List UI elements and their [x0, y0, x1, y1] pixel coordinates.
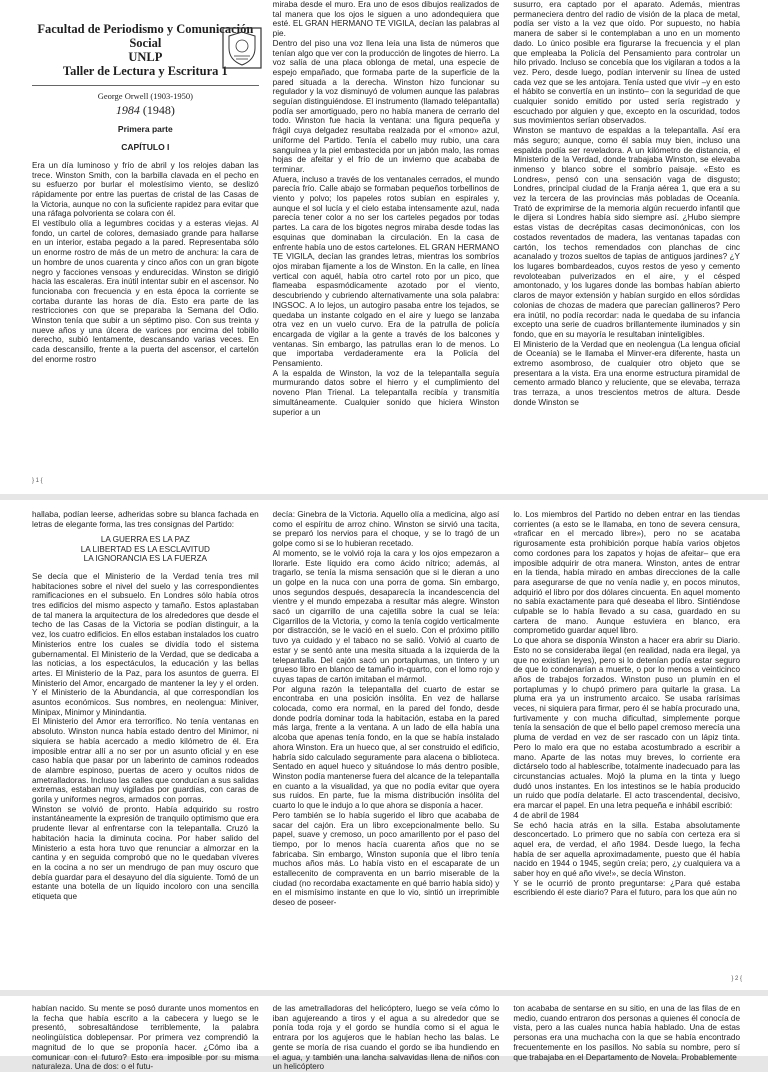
paragraph: Se echó hacia atrás en la silla. Estaba absolutamente desconcertado. Lo primero que no sabía con certeza era si aquel era, de verdad, el año 1984. Desde luego, la fecha había de ser aquella aproximadamente, puesto que él había nacido en 1944 o 1945, según creía; pero, ¿y cualquiera va a saber hoy en qué año vive!», se decía Winston. [513, 820, 741, 879]
chapter-heading: CAPÍTULO I [121, 142, 170, 153]
paragraph: Y se le ocurrió de pronto preguntarse: ¿Para qué estaba escribiendo él este diario? Para el futuro, para los que aún no [513, 878, 741, 898]
paragraph: Al momento, se le volvió roja la cara y los ojos empezaron a llorarle. Este líquido era como ácido nítrico; además, al tragarlo, se tenía la misma sensación que si le dieran a uno un golpe en la nuca con una porra de goma. Sin embargo, unos segundos después, desaparecía la incandescencia del vientre y el mundo empezaba a resultar más alegre. Winston sacó un cigarrillo de una cajetilla sobre la cual se leía: Cigarrillos de la Victoria, y como la tenía cogido verticalmente por distracción, se le vació en el suelo. Con el próximo pitillo tuvo ya cuidado y el tabaco no se salió. Volvió al cuarto de estar y se sentó ante una mesita situada a la izquierda de la telepantalla. Del cajón sacó un portaplumas, un tintero y un grueso libro en blanco de tamaño in-quarto, con el lomo rojo y cuyas tapas de cartón imitaban el mármol. [272, 548, 500, 684]
paragraph: hallaba, podían leerse, adheridas sobre su blanca fachada en letras de elegante forma, las tres consignas del Partido: [32, 510, 259, 529]
paragraph: Winston se volvió de pronto. Había adquirido su rostro instantáneamente la expresión de tranquilo optimismo que era prudente llevar al enfrentarse con la telepantalla. Cruzó la habitación hacia la diminuta cocina. Por haber salido del Ministerio a esta hora tuvo que renunciar a almorzar en la cantina y en seguida comprobó que no le quedaban víveres en la cocina a no ser un mendrugo de pan muy oscuro que debía guardar para el desayuno del día siguiente. Tomó de un estante una botella de un líquido incoloro con una sencilla etiqueta que [32, 804, 259, 902]
book-title-text: 1984 [115, 102, 140, 117]
paragraph: Dentro del piso una voz llena leía una lista de números que tenían algo que ver con la producción de lingotes de hierro. La voz salía de una placa oblonga de metal, una especie de espejo empañado, que formaba parte de la superficie de la pared situada a la derecha. Winston hizo funcionar su regulador y la voz disminuyó de volumen aunque las palabras seguían distinguiéndose. El instrumento (llamado telépantalla) podía ser amortiguado, pero no había manera de cerrarlo del todo. Winston fue hacia la ventana: una figura pequeña y frágil cuya delgadez resultaba realzada por el «mono» azul, uniforme del Partido. Tenía el cabello muy rubio, una cara sanguínea y la piel embastecida por un jabón malo, las romas hojas de afeitar y el frío de un invierno que acababa de terminar. [272, 38, 500, 174]
paragraph: A la espalda de Winston, la voz de la telepantalla seguía murmurando datos sobre el hierro y el cumplimiento del noveno Plan Trienal. La telepantalla recibía y transmitía simultáneamente. Cualquier sonido que hiciera Winston superior a un [272, 368, 500, 417]
book-title [32, 102, 259, 117]
page-2-column-1 [32, 510, 259, 962]
paragraph: de las ametralladoras del helicóptero, luego se veía cómo lo iban agujereando a tiros y el agua a su alrededor que se ponía toda roja y el gordo se hundía como si el agua le entrara por los agujeros que le habían hecho las balas. Le gente se moría de risa cuando el gordo se iba hundiendo en el agua, y también una lancha salvavidas llena de niños con un helicóptero [272, 1004, 500, 1072]
page-3-column-3 [513, 1004, 741, 1062]
document-header [32, 0, 259, 78]
book-author: George Orwell (1903-1950) [97, 91, 193, 101]
university-seal-icon [221, 26, 263, 70]
paragraph: El Ministerio del Amor era terrorífico. No tenía ventanas en absoluto. Winston nunca había estado dentro del Minimor, ni siquiera se había acercado a medio kilómetro de él. Era imposible entrar allí a no ser por un asunto oficial y en ese caso había que pasar por un laberinto de caminos rodeados de alambre espinoso, puertas de acero y ocultos nidos de ametralladoras. Incluso las calles que conducían a sus salidas extremas, estaban muy vigiladas por guardias, con caras de gorila y uniformes negros, armados con porras. [32, 717, 259, 805]
page-2-column-2 [273, 510, 500, 962]
party-slogans [32, 535, 259, 564]
page-2-column-3 [513, 510, 740, 962]
paragraph: miraba desde el muro. Era uno de esos dibujos realizados de tal manera que los ojos le siguen a uno adondequiera que esté. EL GRAN HERMANO TE VIGILA, decían las palabras al pie. [272, 0, 500, 39]
paragraph: Era un día luminoso y frío de abril y los relojes daban las trece. Winston Smith, con la barbilla clavada en el pecho en su esfuerzo por burlar el molestísimo viento, se deslizó rápidamente por entre las puertas de cristal de las Casas de la Victoria, aunque no con la suficiente rapidez para evitar que una ráfaga polvorienta se colara con él. [32, 160, 259, 219]
page-3 [0, 996, 768, 1072]
page-1-column-1 [32, 0, 259, 420]
paragraph: Se decía que el Ministerio de la Verdad tenía tres mil habitaciones sobre el nivel del suelo y las correspondientes ramificaciones en el subsuelo. En Londres sólo había otros tres edificios del mismo aspecto y tamaño. Estos aplastaban de tal manera la arquitectura de los alrededores que desde el techo de las Casas de la Victoria se podían distinguir, a la vez, los cuatro edificios. En ellos estaban instalados los cuatro Ministerios entre los cuales se dividía todo el sistema gubernamental. El Ministerio de la Verdad, que se dedicaba a las noticias, a los espectáculos, la educación y las bellas artes. El Ministerio de la Paz, para los asuntos de guerra. El Ministerio del Amor, encargado de mantener la ley y el orden. Y el Ministerio de la Abundancia, al que correspondían los asuntos económicos. Sus nombres, en neolengua: Miniver, Minipax, Minimor y Minindantia. [32, 571, 259, 717]
paragraph: habían nacido. Su mente se posó durante unos momentos en la fecha que había escrito a la cabecera y luego se le presentó, sobresaltándose terriblemente, la palabra neolingüística doblepensar. Por primera vez comprendió la magnitud de lo que se proponía hacer. ¿Cómo iba a comunicar con el futuro? Esto era imposible por su misma naturaleza. Una de dos: o el futu- [32, 1004, 259, 1072]
faculty-name: Facultad de Periodismo y Comunicación Social [37, 22, 254, 50]
paragraph: ton acababa de sentarse en su sitio, en una de las filas de en medio, cuando entraron dos personas a quienes él conocía de vista, pero a las cuales nunca había hablado. Una de estas personas era una muchacha con la que se había encontrado frecuentemente en los pasillos. No sabía su nombre, pero sí que trabajaba en el Departamento de Novela. Probablemente [513, 1004, 741, 1062]
paragraph: Lo que ahora se disponía Winston a hacer era abrir su Diario. Esto no se consideraba ilegal (en realidad, nada era ilegal, ya que no existían leyes), pero si lo detenían podía estar seguro de que lo condenarían a muerte, o por lo menos a veinticinco años de trabajos forzados. Winston puso un plumín en el portaplumas y lo chupó primero para quitarle la grasa. La pluma era ya un instrumento arcaico. Se usaba rarísimas veces, ni siquiera para firmar, pero él se había procurado una, furtivamente y con mucha dificultad, simplemente porque tenía la sensación de que el bello papel cremoso merecía una pluma de verdad en vez de ser rascado con un lápiz tinta. Pero lo malo era que no estaba acostumbrado a escribir a mano. Aparte de las notas muy breves, lo corriente era dictárselo todo al hablescribe, totalmente inadecuado para las circunstancias actuales. Mojó la pluma en la tinta y luego dudó unos instantes. En los intestinos se le había producido un ruido que podía delatarle. El acto trascendental, decisivo, era marcar el papel. En una letra pequeña e inhábil escribió: [513, 636, 741, 811]
book-year: (1948) [142, 102, 175, 117]
workshop-name: Taller de Lectura y Escritura 1 [62, 64, 228, 78]
paragraph: decía: Ginebra de la Victoria. Aquello olía a medicina, algo así como el espíritu de arroz chino. Winston se sirvió una tacita, se preparó los nervios para el choque, y se lo tragó de un golpe como si se lo hubieran recetado. [272, 510, 500, 549]
page-3-column-2 [272, 1004, 500, 1072]
page-3-column-1 [32, 1004, 259, 1072]
paragraph: Por alguna razón la telepantalla del cuarto de estar se encontraba en una posición insólita. En vez de hallarse colocada, como era normal, en la pared del fondo, desde donde podría dominar toda la habitación, estaba en la pared más larga, frente a la ventana. A un lado de ella había una alcoba que apenas tenía fondo, en la que se había instalado ahora Winston. Era un hueco que, al ser construido el edificio, habría sido calculado seguramente para alacena o biblioteca. Sentado en aquel hueco y situándose lo más dentro posible, Winston podía mantenerse fuera del alcance de la telepantalla en cuanto a la visualidad, ya que no podía evitar que oyera sus ruidos. En parte, fue la misma distribución insólita del cuarto lo que le indujo a lo que ahora se disponía a hacer. [272, 684, 500, 811]
paragraph: susurro, era captado por el aparato. Además, mientras permaneciera dentro del radio de visión de la placa de metal, podía ser visto a la vez que oído. Por supuesto, no había manera de saber si le contemplaban a uno en un momento dado. Lo único posible era figurarse la frecuencia y el plan que empleaba la Policía del Pensamiento para controlar un hilo privado. Incluso se concebía que los vigilaran a todos a la vez. Pero, desde luego, podían intervenir su línea de usted cada vez que se les antojara. Tenía usted que vivir –y en esto el hábito se convertía en un instinto– con la seguridad de que cualquier sonido emitido por usted sería registrado y escuchado por alguien y que, excepto en la oscuridad, todos sus movimientos serían observados. [513, 0, 741, 126]
page-number: } 2 { [731, 976, 742, 982]
header-divider [32, 85, 259, 86]
page-1 [0, 0, 768, 494]
slogan: LA LIBERTAD ES LA ESCLAVITUD [80, 544, 210, 554]
part-heading: Primera parte [117, 124, 173, 135]
slogan: LA IGNORANCIA ES LA FUERZA [83, 554, 207, 564]
university-name: UNLP [128, 50, 163, 64]
paragraph: Afuera, incluso a través de los ventanales cerrados, el mundo parecía frío. Calle abajo se formaban pequeños torbellinos de viento y polvo; los papeles rotos subían en espirales y, aunque el sol lucía y el cielo estaba intensamente azul, nada parecía tener color a no ser los carteles pegados por todas partes. La cara de los bigotes negros miraba desde todas las esquinas que dominaban la circulación. En la casa de enfrente había uno de estos cartelones. EL GRAN HERMANO TE VIGILA, decían las grandes letras, mientras los sombríos ojos miraban fijamente a los de Winston. En la calle, en línea vertical con aquél, había otro cartel roto por un pico, que flameaba espasmódicamente azotado por el viento, descubriendo y cubriendo alternativamente una sola palabra: INGSOC. A lo lejos, un autogiro pasaba entre los tejados, se quedaba un instante colgado en el aire y luego se lanzaba otra vez en un vuelo curvo. Era de la patrulla de policía encargada de vigilar a la gente a través de los balcones y ventanas. Sin embargo, las patrullas eran lo de menos. Lo que importaba verdaderamente era la Policía del Pensamiento. [272, 174, 500, 369]
paragraph: El vestíbulo olía a legumbres cocidas y a esteras viejas. Al fondo, un cartel de colores, demasiado grande para hallarse en un interior, estaba pegado a la pared. Representaba sólo un enorme rostro de más de un metro de anchura: la cara de un hombre de unos cuarenta y cinco años con un gran bigote negro y facciones vensoas y endurecidas. Winston se dirigió hacia las escaleras. Era inútil intentar subir en el ascensor. No funcionaba con frecuencia y en esta época la corriente se cortaba durante las horas de día. Esto era parte de las restricciones con que se preparaba la Semana del Odio. Winston tenía que subir a un séptimo piso. Con sus treinta y nueve años y una úlcera de varices por encima del tobillo derecho, subió lentamente, descansando varias veces. En cada descansillo, frente a la puerta del ascensor, el cartelón del enorme rostro [32, 219, 259, 364]
slogan: LA GUERRA ES LA PAZ [100, 535, 190, 545]
page-2 [0, 500, 768, 990]
page-number: } 1 { [32, 478, 43, 484]
paragraph: El Ministerio de la Verdad que en neolengua (La lengua oficial de Oceanía) se le llamaba el Minver-era diferente, hasta un extremo asombroso, de cualquier otro objeto que se presentara a la vista. Era una enorme estructura piramidal de cemento armado blanco y reluciente, que se elevaba, terraza tras terraza, a unos trescientos metros de altura. Desde donde Winston se [513, 339, 741, 407]
paragraph: Winston se mantuvo de espaldas a la telepantalla. Así era más seguro; aunque, como él sabía muy bien, incluso una espalda podía ser reveladora. A un kilómetro de distancia, el Ministerio de la Verdad, donde trabajaba Winston, se elevaba inmenso y blanco sobre el sombrío paisaje. «Esto es Londres», pensó con una sensación vaga de disgusto; Londres, principal ciudad de la Franja aérea 1, que era a su vez la tercera de las provincias más pobladas de Oceanía. Trató de exprimirse de la memoria algún recuerdo infantil que le dijera si Londres había sido siempre así. ¿Hubo siempre estas vistas de decrépitas casas decimonónicas, con los costados reventados de madera, las ventanas tapadas con cartón, los techos remendados con planchas de cinc acanalado y trozos sueltos de tapias de antiguos jardines? ¿Y los lugares bombardeados, cuyos restos de yeso y cemento revoloteaban pulverizados en el aire, y el césped amontonado, y los lugares donde las bombas habían abierto claros de mayor extensión y habían surgido en ellos sórdidas colonias de chozas de madera que parecían gallineros? Pero era inútil, no podía recordar: nada le quedaba de su infancia excepto una serie de cuadros brillantemente iluminados y sin fondo, que en su mayoría le resultaban ininteligibles. [513, 126, 741, 339]
diary-date: 4 de abril de 1984 [513, 810, 579, 820]
page-1-column-3 [513, 0, 740, 420]
page-1-column-2 [273, 0, 500, 420]
paragraph: Pero también se lo había sugerido el libro que acababa de sacar del cajón. Era un libro excepcionalmente bello. Su papel, suave y cremoso, un poco amarillento por el paso del tiempo, por lo menos hacía cuarenta años que no se fabricaba. Sin embargo, Winston suponía que el libro tenía muchos años más. Lo había visto en el escaparate de un estallecenito de compraventa en un barrio miserable de la ciudad (no recordaba exactamente en qué barrio había sido) y en el mismísimo instante en que lo vio, sintió un irreprimible deseo de poseer- [272, 810, 500, 908]
paragraph: lo. Los miembros del Partido no deben entrar en las tiendas corrientes (a esto se le llamaba, en tono de severa censura, «traficar en el mercado libre»), pero no se acataba rigurosamente esta prohibición porque había varios objetos como cordones para los zapatos y hojas de afeitar– que era imposible adquirir de otra manera. Winston, antes de entrar en la tienda, había mirado en ambas direcciones de la calle para asegurarse de que no venía nadie y, en pocos minutos, adquirió el libro por dos dólares cincuenta. En aquel momento no sabía exactamente para qué deseaba el libro. Sintiéndose culpable se lo había llevado a su casa, guardado en su cartera de mano. Aunque estuviera en blanco, era comprometido guardar aquel libro. [513, 510, 741, 636]
